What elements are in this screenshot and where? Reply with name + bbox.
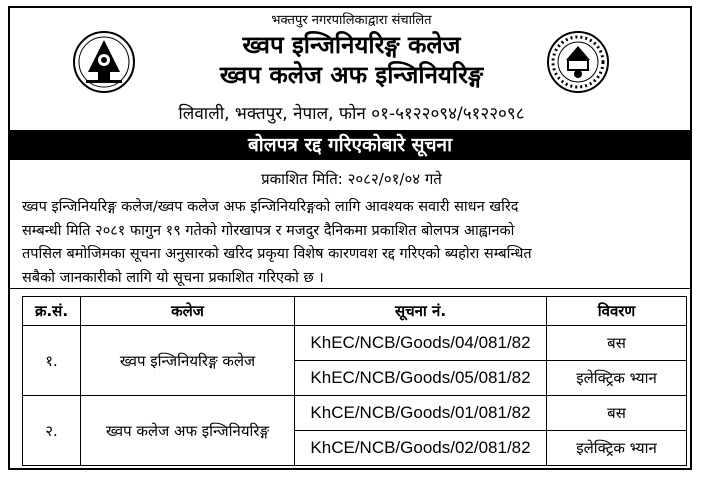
header-serial: क्र.सं. <box>23 297 81 326</box>
serial-cell: २. <box>23 396 81 466</box>
notice-number-cell: KhCE/NCB/Goods/01/081/82 <box>295 396 547 431</box>
super-title: भक्तपुर नगरपालिकाद्वारा संचालित <box>271 13 432 28</box>
table-row <box>23 396 687 431</box>
notice-body <box>22 196 686 290</box>
header-college: कलेज <box>81 297 295 326</box>
table-row <box>23 326 687 361</box>
table-header-row <box>23 297 687 326</box>
description-cell: बस <box>547 396 687 431</box>
college-cell: ख्वप कलेज अफ इन्जिनियरिङ्ग <box>81 396 295 466</box>
college-title-primary: ख्वप इन्जिनियरिङ्ग कलेज <box>242 31 461 59</box>
serial-cell: १. <box>23 326 81 396</box>
divider <box>10 288 690 289</box>
notice-body-line: तपसिल बमोजिमका सूचना अनुसारको खरिद प्रकृया विशेष कारणवश रद्द गरिएको ब्यहोरा सम्बन्धित <box>22 246 532 262</box>
college-title-secondary: ख्वप कलेज अफ इन्जिनियरिङ्ग <box>219 61 484 89</box>
tender-table <box>22 296 687 466</box>
notice-body-line: सबैको जानकारीको लागि यो सूचना प्रकाशित गरिएको छ । <box>22 269 324 286</box>
notice-number-cell: KhCE/NCB/Goods/02/081/82 <box>295 431 547 466</box>
description-cell: इलेक्ट्रिक भ्यान <box>547 431 687 466</box>
header-description: विवरण <box>547 297 687 326</box>
address-line: लिवाली, भक्तपुर, नेपाल, फोन ०१-५१२२०९४/५१२२०९८ <box>178 104 525 124</box>
notice-number-cell: KhEC/NCB/Goods/04/081/82 <box>295 326 547 361</box>
description-cell: बस <box>547 326 687 361</box>
notice-body-line: सम्बन्धी मिति २०८१ फागुन १९ गतेको गोरखापत्र र मजदुर दैनिकमा प्रकाशित बोलपत्र आह्वानको <box>22 222 515 239</box>
header-notice-number: सूचना नं. <box>295 297 547 326</box>
notice-title-banner: बोलपत्र रद्द गरिएकोबारे सूचना <box>10 130 690 160</box>
published-date: प्रकाशित मिति: २०८२/०१/०४ गते <box>261 170 442 188</box>
notice-body-line: ख्वप इन्जिनियरिङ्ग कलेज/ख्वप कलेज अफ इन्जिनियरिङ्गको लागि आवश्यक सवारी साधन खरिद <box>22 199 519 215</box>
description-cell: इलेक्ट्रिक भ्यान <box>547 361 687 396</box>
notice-number-cell: KhEC/NCB/Goods/05/081/82 <box>295 361 547 396</box>
college-cell: ख्वप इन्जिनियरिङ्ग कलेज <box>81 326 295 396</box>
